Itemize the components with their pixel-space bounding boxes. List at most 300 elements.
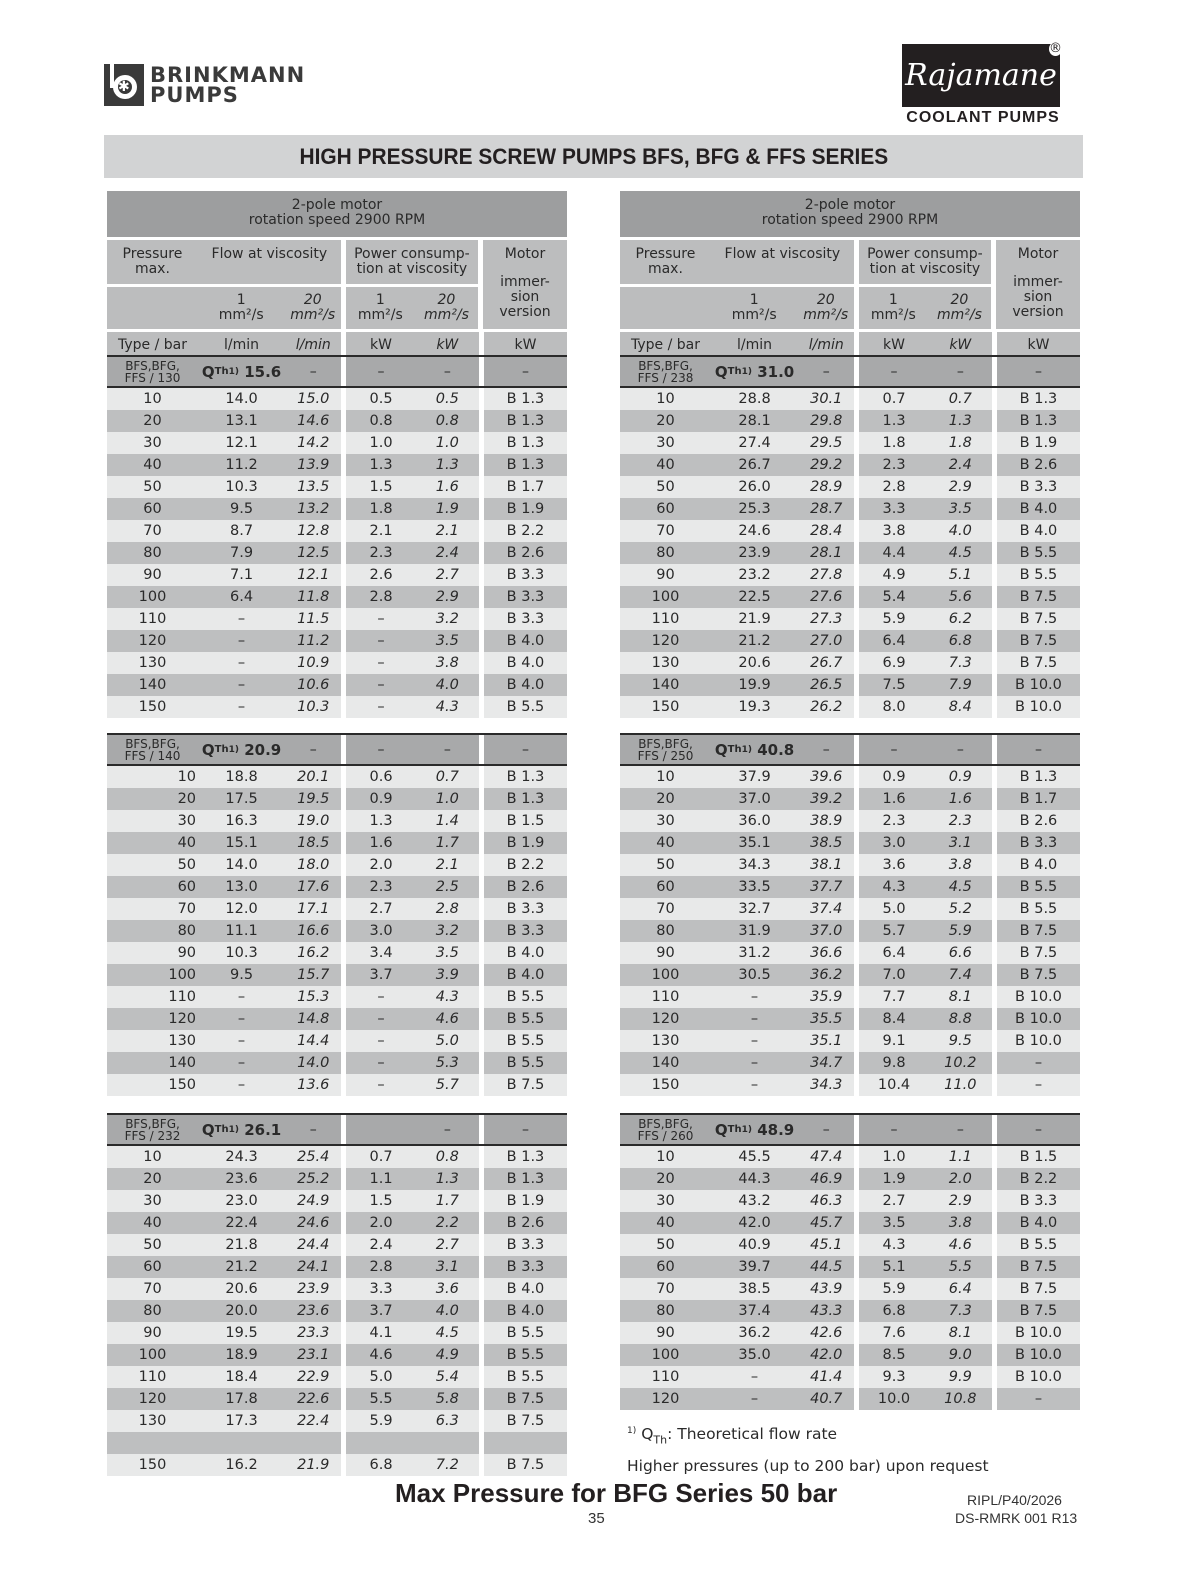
flow-20: 14.4 [285, 1030, 341, 1052]
flow-1: 7.9 [198, 542, 285, 564]
power-20: 10.8 [929, 1388, 992, 1410]
pressure-bar: 40 [620, 1212, 711, 1234]
group-flow-20: – [822, 363, 830, 380]
flow-20: 35.9 [798, 986, 854, 1008]
power-1: 1.3 [346, 810, 415, 832]
motor-kw: B 1.3 [484, 1146, 567, 1168]
power-header: Power consump- tion at viscosity [354, 246, 470, 277]
motor-kw: B 7.5 [997, 1300, 1080, 1322]
spec-table-ffs-130 [107, 355, 567, 718]
motor-kw: B 5.5 [997, 1234, 1080, 1256]
flow-20: 14.0 [285, 1052, 341, 1074]
power-20: 0.9 [929, 766, 992, 788]
power-1: 3.3 [859, 498, 928, 520]
motor-kw: B 7.5 [484, 1454, 567, 1476]
flow-20: 28.1 [798, 542, 854, 564]
power-20: 6.2 [929, 608, 992, 630]
power-20: 4.0 [929, 520, 992, 542]
power-visc-1-num: 1 [375, 292, 385, 308]
flow-20: 23.9 [285, 1278, 341, 1300]
motor-kw: B 10.0 [997, 674, 1080, 696]
table-row [620, 898, 1080, 920]
pressure-bar: 20 [620, 410, 711, 432]
flow-20: 14.2 [285, 432, 341, 454]
flow-20: 26.7 [798, 652, 854, 674]
motor-header-line2: rotation speed 2900 RPM [761, 212, 939, 228]
flow-20: 46.9 [798, 1168, 854, 1190]
flow-unit-1: l/min [737, 337, 773, 353]
power-20: 7.2 [416, 1454, 479, 1476]
power-1: 5.9 [859, 1278, 928, 1300]
spec-table-header-left [107, 191, 567, 358]
spec-table-ffs-250 [620, 733, 1080, 1096]
flow-20: 13.5 [285, 476, 341, 498]
group-flow-20: – [822, 741, 830, 758]
flow-20: 19.5 [285, 788, 341, 810]
motor-header [107, 191, 567, 237]
flow-20: 17.1 [285, 898, 341, 920]
pressure-bar: 70 [620, 520, 711, 542]
pressure-bar: 50 [620, 1234, 711, 1256]
power-visc-1-unit: mm²/s [357, 307, 403, 323]
motor-kw: B 2.6 [997, 454, 1080, 476]
flow-1: 10.3 [198, 476, 285, 498]
flow-20: 23.6 [285, 1300, 341, 1322]
flow-1 [198, 1432, 285, 1454]
footnote-line2: Higher pressures (up to 200 bar) upon request [627, 1457, 989, 1476]
power-20: 9.9 [929, 1366, 992, 1388]
pressure-bar: 80 [107, 542, 198, 564]
table-row [620, 454, 1080, 476]
flow-20: 13.6 [285, 1074, 341, 1096]
motor-header-line1: 2-pole motor [291, 197, 383, 213]
flow-20: 34.7 [798, 1052, 854, 1074]
table-row [620, 432, 1080, 454]
flow-1: 37.9 [711, 766, 798, 788]
pressure-bar: 80 [620, 542, 711, 564]
pressure-bar: 30 [620, 1190, 711, 1212]
power-20: 9.0 [929, 1344, 992, 1366]
motor-kw: B 1.3 [997, 388, 1080, 410]
flow-header: Flow at viscosity [724, 246, 841, 262]
motor-kw: B 7.5 [484, 1388, 567, 1410]
table-row [107, 1388, 567, 1410]
power-1: 1.0 [346, 432, 415, 454]
motor-kw: B 7.5 [997, 608, 1080, 630]
pressure-bar: 50 [107, 1234, 198, 1256]
motor-kw: B 1.3 [484, 1168, 567, 1190]
pressure-bar: 30 [107, 1190, 198, 1212]
table-row [620, 942, 1080, 964]
flow-1: – [711, 1366, 798, 1388]
power-unit-1: kW [370, 337, 392, 353]
power-1: 0.6 [346, 766, 415, 788]
power-1: 1.5 [346, 1190, 415, 1212]
flow-1: 45.5 [711, 1146, 798, 1168]
power-20: 4.6 [416, 1008, 479, 1030]
pressure-bar: 10 [107, 388, 198, 410]
power-1: 0.5 [346, 388, 415, 410]
group-motor: – [521, 1121, 529, 1138]
motor-kw: B 3.3 [484, 586, 567, 608]
group-power-20: – [956, 1121, 964, 1138]
pump-type-row [107, 1115, 567, 1144]
power-20: 2.7 [416, 1234, 479, 1256]
pressure-bar: 30 [620, 810, 711, 832]
power-visc-20-num: 20 [950, 292, 969, 308]
flow-20: 22.4 [285, 1410, 341, 1432]
power-1: – [346, 674, 415, 696]
pressure-bar: 70 [107, 520, 198, 542]
pressure-bar: 120 [107, 1388, 198, 1410]
table-row [107, 542, 567, 564]
power-20: 3.1 [416, 1256, 479, 1278]
table-row [620, 564, 1080, 586]
motor-kw: B 1.9 [997, 432, 1080, 454]
motor-kw: B 2.2 [484, 854, 567, 876]
power-20: 5.0 [416, 1030, 479, 1052]
pump-type-line2: FFS / 130 [124, 370, 181, 385]
table-row [107, 1256, 567, 1278]
table-row [620, 920, 1080, 942]
power-20: 1.7 [416, 832, 479, 854]
power-20: 2.2 [416, 1212, 479, 1234]
power-1: – [346, 630, 415, 652]
power-20: 6.4 [929, 1278, 992, 1300]
flow-20: 29.2 [798, 454, 854, 476]
flow-1: 13.0 [198, 876, 285, 898]
flow-1: 11.2 [198, 454, 285, 476]
table-row [107, 832, 567, 854]
page-title: HIGH PRESSURE SCREW PUMPS BFS, BFG & FFS SERIES [299, 143, 888, 169]
power-20: 3.9 [416, 964, 479, 986]
flow-1: 20.0 [198, 1300, 285, 1322]
flow-1: 7.1 [198, 564, 285, 586]
flow-20: 11.2 [285, 630, 341, 652]
flow-1: 20.6 [711, 652, 798, 674]
visc-1-num: 1 [749, 292, 759, 308]
motor-kw: B 1.7 [484, 476, 567, 498]
power-1: 3.4 [346, 942, 415, 964]
flow-1: 12.0 [198, 898, 285, 920]
flow-20: 43.9 [798, 1278, 854, 1300]
motor-kw: B 2.2 [484, 520, 567, 542]
table-row [107, 520, 567, 542]
footnote-marker: 1) [627, 1426, 637, 1436]
flow-1: 21.2 [711, 630, 798, 652]
pressure-bar: 50 [620, 854, 711, 876]
power-visc-1-num: 1 [888, 292, 898, 308]
power-1: 4.4 [859, 542, 928, 564]
flow-20: 28.4 [798, 520, 854, 542]
power-1: 9.8 [859, 1052, 928, 1074]
flow-1: 33.5 [711, 876, 798, 898]
table-row [620, 476, 1080, 498]
doc-code-2: DS-RMRK 001 R13 [955, 1510, 1078, 1526]
power-visc-20-unit: mm²/s [423, 307, 469, 323]
flow-20: 29.5 [798, 432, 854, 454]
flow-1: – [198, 674, 285, 696]
flow-1: 17.3 [198, 1410, 285, 1432]
motor-kw: B 4.0 [484, 1278, 567, 1300]
power-1: 7.7 [859, 986, 928, 1008]
power-20: 1.4 [416, 810, 479, 832]
flow-1: 12.1 [198, 432, 285, 454]
power-1: – [346, 986, 415, 1008]
pump-type-line2: FFS / 140 [124, 748, 181, 763]
flow-20: 42.6 [798, 1322, 854, 1344]
flow-20: 14.8 [285, 1008, 341, 1030]
flow-1: 34.3 [711, 854, 798, 876]
flow-1: 11.1 [198, 920, 285, 942]
motor-kw: B 10.0 [997, 1030, 1080, 1052]
group-power-1: – [890, 741, 898, 758]
pressure-bar: 140 [620, 674, 711, 696]
pressure-bar: 120 [620, 1388, 711, 1410]
motor-kw: B 1.3 [484, 454, 567, 476]
power-20: 8.8 [929, 1008, 992, 1030]
spec-table-ffs-140 [107, 733, 567, 1096]
power-20: 4.3 [416, 986, 479, 1008]
flow-1: – [711, 1052, 798, 1074]
group-flow-20: – [309, 1121, 317, 1138]
pressure-bar: 60 [620, 876, 711, 898]
motor-kw: – [997, 1074, 1080, 1096]
table-row [107, 1190, 567, 1212]
flow-20: 27.3 [798, 608, 854, 630]
visc-20-num: 20 [303, 292, 322, 308]
flow-1: 19.3 [711, 696, 798, 718]
power-20: 2.0 [929, 1168, 992, 1190]
visc-20-unit: mm²/s [290, 307, 336, 323]
motor-kw: B 4.0 [997, 498, 1080, 520]
table-row [107, 854, 567, 876]
table-row [620, 1256, 1080, 1278]
group-flow-20: – [822, 1121, 830, 1138]
pressure-header: Pressure max. [635, 246, 696, 277]
group-power-1: – [890, 363, 898, 380]
flow-1: 19.9 [711, 674, 798, 696]
motor-kw: – [997, 1052, 1080, 1074]
power-20: 1.3 [416, 1168, 479, 1190]
power-20: 2.9 [929, 476, 992, 498]
pressure-bar: 10 [107, 1146, 198, 1168]
flow-1: 23.6 [198, 1168, 285, 1190]
power-1: 1.6 [859, 788, 928, 810]
flow-20: 26.5 [798, 674, 854, 696]
flow-20: 20.1 [285, 766, 341, 788]
table-row [107, 1212, 567, 1234]
power-20: 2.5 [416, 876, 479, 898]
flow-20: 10.9 [285, 652, 341, 674]
motor-kw: B 10.0 [997, 1322, 1080, 1344]
power-20: 8.4 [929, 696, 992, 718]
pump-type-label [107, 357, 198, 386]
flow-1: – [711, 1388, 798, 1410]
motor-header-line2: rotation speed 2900 RPM [248, 212, 426, 228]
table-row [107, 1432, 567, 1454]
power-1: 5.5 [346, 1388, 415, 1410]
group-flow-20: – [309, 741, 317, 758]
flow-1: 35.1 [711, 832, 798, 854]
motor-kw: B 5.5 [484, 1366, 567, 1388]
flow-1: 31.9 [711, 920, 798, 942]
power-1: 8.4 [859, 1008, 928, 1030]
flow-1: 6.4 [198, 586, 285, 608]
power-20: 5.7 [416, 1074, 479, 1096]
power-1: 0.7 [346, 1146, 415, 1168]
flow-20: 16.2 [285, 942, 341, 964]
flow-20: 40.7 [798, 1388, 854, 1410]
power-20: 8.1 [929, 986, 992, 1008]
group-motor: – [1034, 1121, 1042, 1138]
power-20: 3.8 [929, 854, 992, 876]
motor-kw: B 7.5 [997, 920, 1080, 942]
motor-kw: B 4.0 [997, 520, 1080, 542]
power-20: 1.6 [929, 788, 992, 810]
pressure-bar: 140 [107, 1052, 198, 1074]
flow-20: 19.0 [285, 810, 341, 832]
motor-kw: B 2.6 [997, 810, 1080, 832]
power-1: 1.3 [346, 454, 415, 476]
power-1: 2.7 [346, 898, 415, 920]
flow-1: 25.3 [711, 498, 798, 520]
flow-1: 28.1 [711, 410, 798, 432]
flow-20: 23.1 [285, 1344, 341, 1366]
flow-1: 43.2 [711, 1190, 798, 1212]
flow-20: 23.3 [285, 1322, 341, 1344]
pressure-bar: 50 [107, 854, 198, 876]
power-20: 10.2 [929, 1052, 992, 1074]
power-1: 2.3 [346, 542, 415, 564]
motor-kw: B 7.5 [997, 630, 1080, 652]
power-20: 7.9 [929, 674, 992, 696]
flow-20: 28.9 [798, 476, 854, 498]
table-row [107, 586, 567, 608]
pump-type-row [620, 357, 1080, 386]
power-1: 4.3 [859, 1234, 928, 1256]
motor-kw: B 2.2 [997, 1168, 1080, 1190]
spec-table-ffs-238 [620, 355, 1080, 718]
table-row [107, 1146, 567, 1168]
pressure-bar: 70 [620, 1278, 711, 1300]
flow-20: 39.6 [798, 766, 854, 788]
flow-20: 34.3 [798, 1074, 854, 1096]
flow-unit-1: l/min [224, 337, 260, 353]
motor-kw: B 5.5 [484, 696, 567, 718]
table-row [107, 564, 567, 586]
table-row [107, 898, 567, 920]
pump-type-line2: FFS / 232 [124, 1128, 181, 1143]
power-20: 5.2 [929, 898, 992, 920]
visc-1-unit: mm²/s [731, 307, 777, 323]
pump-type-label [107, 735, 198, 764]
power-20: 0.8 [416, 410, 479, 432]
flow-1: 40.9 [711, 1234, 798, 1256]
qth-value: 15.6 [244, 362, 282, 381]
pressure-bar: 130 [107, 1030, 198, 1052]
motor-unit: kW [1027, 337, 1050, 353]
table-row [107, 410, 567, 432]
pressure-bar: 50 [107, 476, 198, 498]
table-row [107, 1300, 567, 1322]
table-row [107, 696, 567, 718]
power-unit-20: kW [436, 337, 459, 353]
flow-20: 27.0 [798, 630, 854, 652]
motor-kw: – [997, 1388, 1080, 1410]
flow-20: 21.9 [285, 1454, 341, 1476]
power-20: 1.0 [416, 788, 479, 810]
power-20: 2.1 [416, 520, 479, 542]
power-20: 1.3 [416, 454, 479, 476]
registered-mark-icon: ® [1049, 41, 1062, 56]
power-1: 10.4 [859, 1074, 928, 1096]
power-1: 6.8 [346, 1454, 415, 1476]
flow-1: – [198, 652, 285, 674]
pressure-bar: 100 [620, 586, 711, 608]
flow-1: 16.3 [198, 810, 285, 832]
page-number: 35 [588, 1510, 605, 1527]
pump-type-row [620, 735, 1080, 764]
flow-1: 39.7 [711, 1256, 798, 1278]
power-1: 7.6 [859, 1322, 928, 1344]
table-row [107, 1168, 567, 1190]
coolant-pumps-label: COOLANT PUMPS [906, 109, 1060, 126]
table-row [107, 498, 567, 520]
flow-1: 20.6 [198, 1278, 285, 1300]
pump-type-label [620, 357, 711, 386]
pump-type-line1: BFS,BFG, [125, 1116, 180, 1131]
flow-20: 12.1 [285, 564, 341, 586]
table-row [620, 1366, 1080, 1388]
flow-1: 22.4 [198, 1212, 285, 1234]
power-20: 5.6 [929, 586, 992, 608]
flow-20: 28.7 [798, 498, 854, 520]
flow-20: 14.6 [285, 410, 341, 432]
table-row [620, 608, 1080, 630]
pressure-bar: 90 [620, 1322, 711, 1344]
pressure-bar: 100 [620, 964, 711, 986]
table-row [620, 1388, 1080, 1410]
motor-kw: B 1.7 [997, 788, 1080, 810]
flow-1: – [711, 1074, 798, 1096]
pump-impeller-icon [104, 64, 144, 106]
flow-20: 46.3 [798, 1190, 854, 1212]
table-row [620, 1168, 1080, 1190]
pressure-bar: 20 [620, 788, 711, 810]
motor-kw: B 2.6 [484, 1212, 567, 1234]
power-1: 9.3 [859, 1366, 928, 1388]
pressure-bar: 90 [107, 1322, 198, 1344]
pressure-bar: 70 [107, 898, 198, 920]
pressure-bar: 110 [620, 608, 711, 630]
table-row [620, 1278, 1080, 1300]
power-visc-20-unit: mm²/s [936, 307, 982, 323]
power-20: 3.5 [416, 630, 479, 652]
pressure-bar: 140 [107, 674, 198, 696]
footnote [627, 1418, 989, 1479]
flow-20: 11.8 [285, 586, 341, 608]
pressure-bar: 130 [107, 1410, 198, 1432]
flow-1: – [711, 1008, 798, 1030]
power-1: 0.9 [859, 766, 928, 788]
flow-1: – [198, 608, 285, 630]
group-power-20: – [443, 363, 451, 380]
power-20: 2.8 [416, 898, 479, 920]
flow-1: 22.5 [711, 586, 798, 608]
footnote-q: Q [641, 1425, 654, 1444]
flow-20: 15.7 [285, 964, 341, 986]
